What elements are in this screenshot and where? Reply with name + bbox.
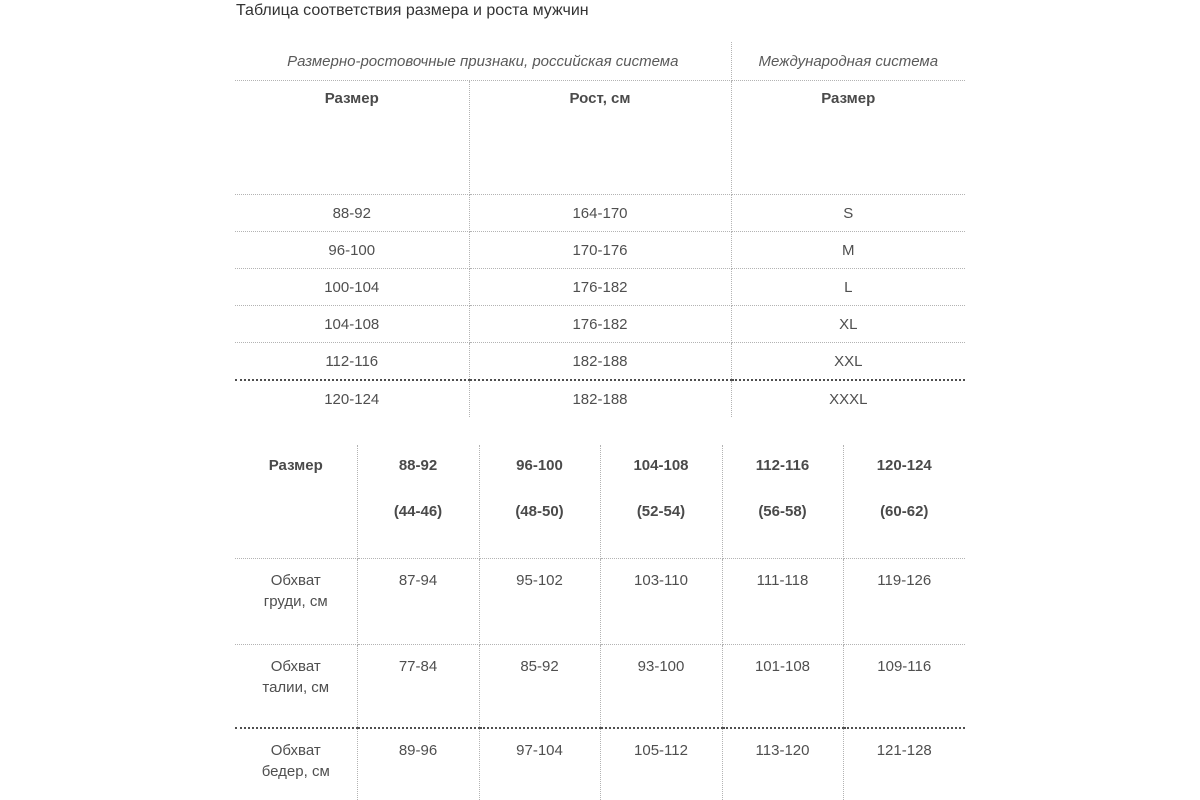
size-column-header: [479, 445, 600, 559]
size-column-header: [722, 445, 843, 559]
measurement-value-cell: 105-112: [600, 728, 722, 800]
russian-size-cell: 88-92: [235, 195, 469, 232]
size-column-russian-size-label: (48-50): [515, 503, 564, 520]
measurement-value-cell: 85-92: [479, 645, 600, 728]
page-title: Таблица соответствия размера и роста мужчин: [236, 2, 589, 19]
size-column-russian-size-label: (52-54): [636, 503, 686, 520]
measurement-value-cell: 121-128: [843, 728, 965, 800]
group-header-international-system: Международная система: [731, 42, 965, 81]
measurement-label-line2: груди, см: [263, 593, 328, 610]
column-header-russian-size: Размер: [235, 81, 469, 195]
measurement-row: [235, 559, 965, 645]
measurements-table-body: [235, 559, 965, 800]
measurement-value-cell: 111-118: [722, 559, 843, 645]
measurement-row: [235, 645, 965, 728]
size-column-header: [600, 445, 722, 559]
measurement-row-label: [235, 559, 357, 645]
height-cell: 170-176: [469, 232, 731, 269]
measurement-value-cell: 97-104: [479, 728, 600, 800]
measurement-value-cell: 77-84: [357, 645, 479, 728]
size-column-size-label: 104-108: [633, 457, 689, 474]
size-height-row: [235, 343, 965, 381]
measurement-value-cell: 87-94: [357, 559, 479, 645]
measurement-value-cell: 119-126: [843, 559, 965, 645]
size-column-header: [357, 445, 479, 559]
measurement-label-line2: талии, см: [262, 679, 330, 696]
height-cell: 182-188: [469, 380, 731, 417]
corner-header-size: [235, 445, 357, 559]
russian-size-cell: 100-104: [235, 269, 469, 306]
size-height-table-body: [235, 195, 965, 418]
size-height-row: [235, 232, 965, 269]
international-size-cell: L: [731, 269, 965, 306]
measurement-value-cell: 95-102: [479, 559, 600, 645]
measurement-value-cell: 103-110: [600, 559, 722, 645]
size-column-russian-size-label: (60-62): [880, 503, 929, 520]
corner-header-size-label: Размер: [268, 457, 323, 474]
height-cell: 176-182: [469, 306, 731, 343]
size-column-russian-size-label: (44-46): [393, 503, 443, 520]
measurement-value-cell: 93-100: [600, 645, 722, 728]
measurement-row: [235, 728, 965, 800]
size-column-size-label: 96-100: [516, 457, 563, 474]
size-height-row: [235, 195, 965, 232]
size-height-row: [235, 269, 965, 306]
russian-size-cell: 96-100: [235, 232, 469, 269]
measurements-table: [235, 445, 965, 800]
size-column-size-label: 112-116: [755, 457, 810, 474]
system-group-header-row: [235, 42, 965, 81]
measurement-value-cell: 113-120: [722, 728, 843, 800]
column-header-height: Рост, см: [469, 81, 731, 195]
size-column-size-label: 88-92: [398, 457, 438, 474]
column-header-international-size: Размер: [731, 81, 965, 195]
international-size-cell: M: [731, 232, 965, 269]
size-column-size-label: 120-124: [876, 457, 932, 474]
measurement-label-line1: Обхват: [270, 741, 321, 759]
russian-size-cell: 112-116: [235, 343, 469, 381]
international-size-cell: XL: [731, 306, 965, 343]
russian-size-cell: 104-108: [235, 306, 469, 343]
size-column-header: [843, 445, 965, 559]
international-size-cell: XXXL: [829, 390, 868, 408]
group-header-russian-system: Размерно-ростовочные признаки, российская система: [235, 42, 731, 81]
size-height-row: [235, 380, 965, 417]
measurement-row-label: [235, 728, 357, 800]
size-height-table: [235, 42, 965, 417]
measurement-label-line2: бедер, см: [261, 762, 330, 780]
column-header-row: [235, 81, 965, 195]
measurements-header-row: [235, 445, 965, 559]
height-cell: 164-170: [469, 195, 731, 232]
measurement-value-cell: 89-96: [357, 728, 479, 800]
international-size-cell: S: [731, 195, 965, 232]
size-column-russian-size-label: (56-58): [758, 503, 807, 520]
international-size-cell: XXL: [731, 343, 965, 381]
height-cell: 182-188: [469, 343, 731, 381]
measurement-label-line1: Обхват: [270, 572, 321, 589]
russian-size-cell: 120-124: [235, 380, 469, 417]
size-height-row: [235, 306, 965, 343]
height-cell: 176-182: [469, 269, 731, 306]
measurement-row-label: [235, 645, 357, 728]
measurement-value-cell: 109-116: [843, 645, 965, 728]
measurement-label-line1: Обхват: [270, 658, 321, 675]
measurement-value-cell: 101-108: [722, 645, 843, 728]
